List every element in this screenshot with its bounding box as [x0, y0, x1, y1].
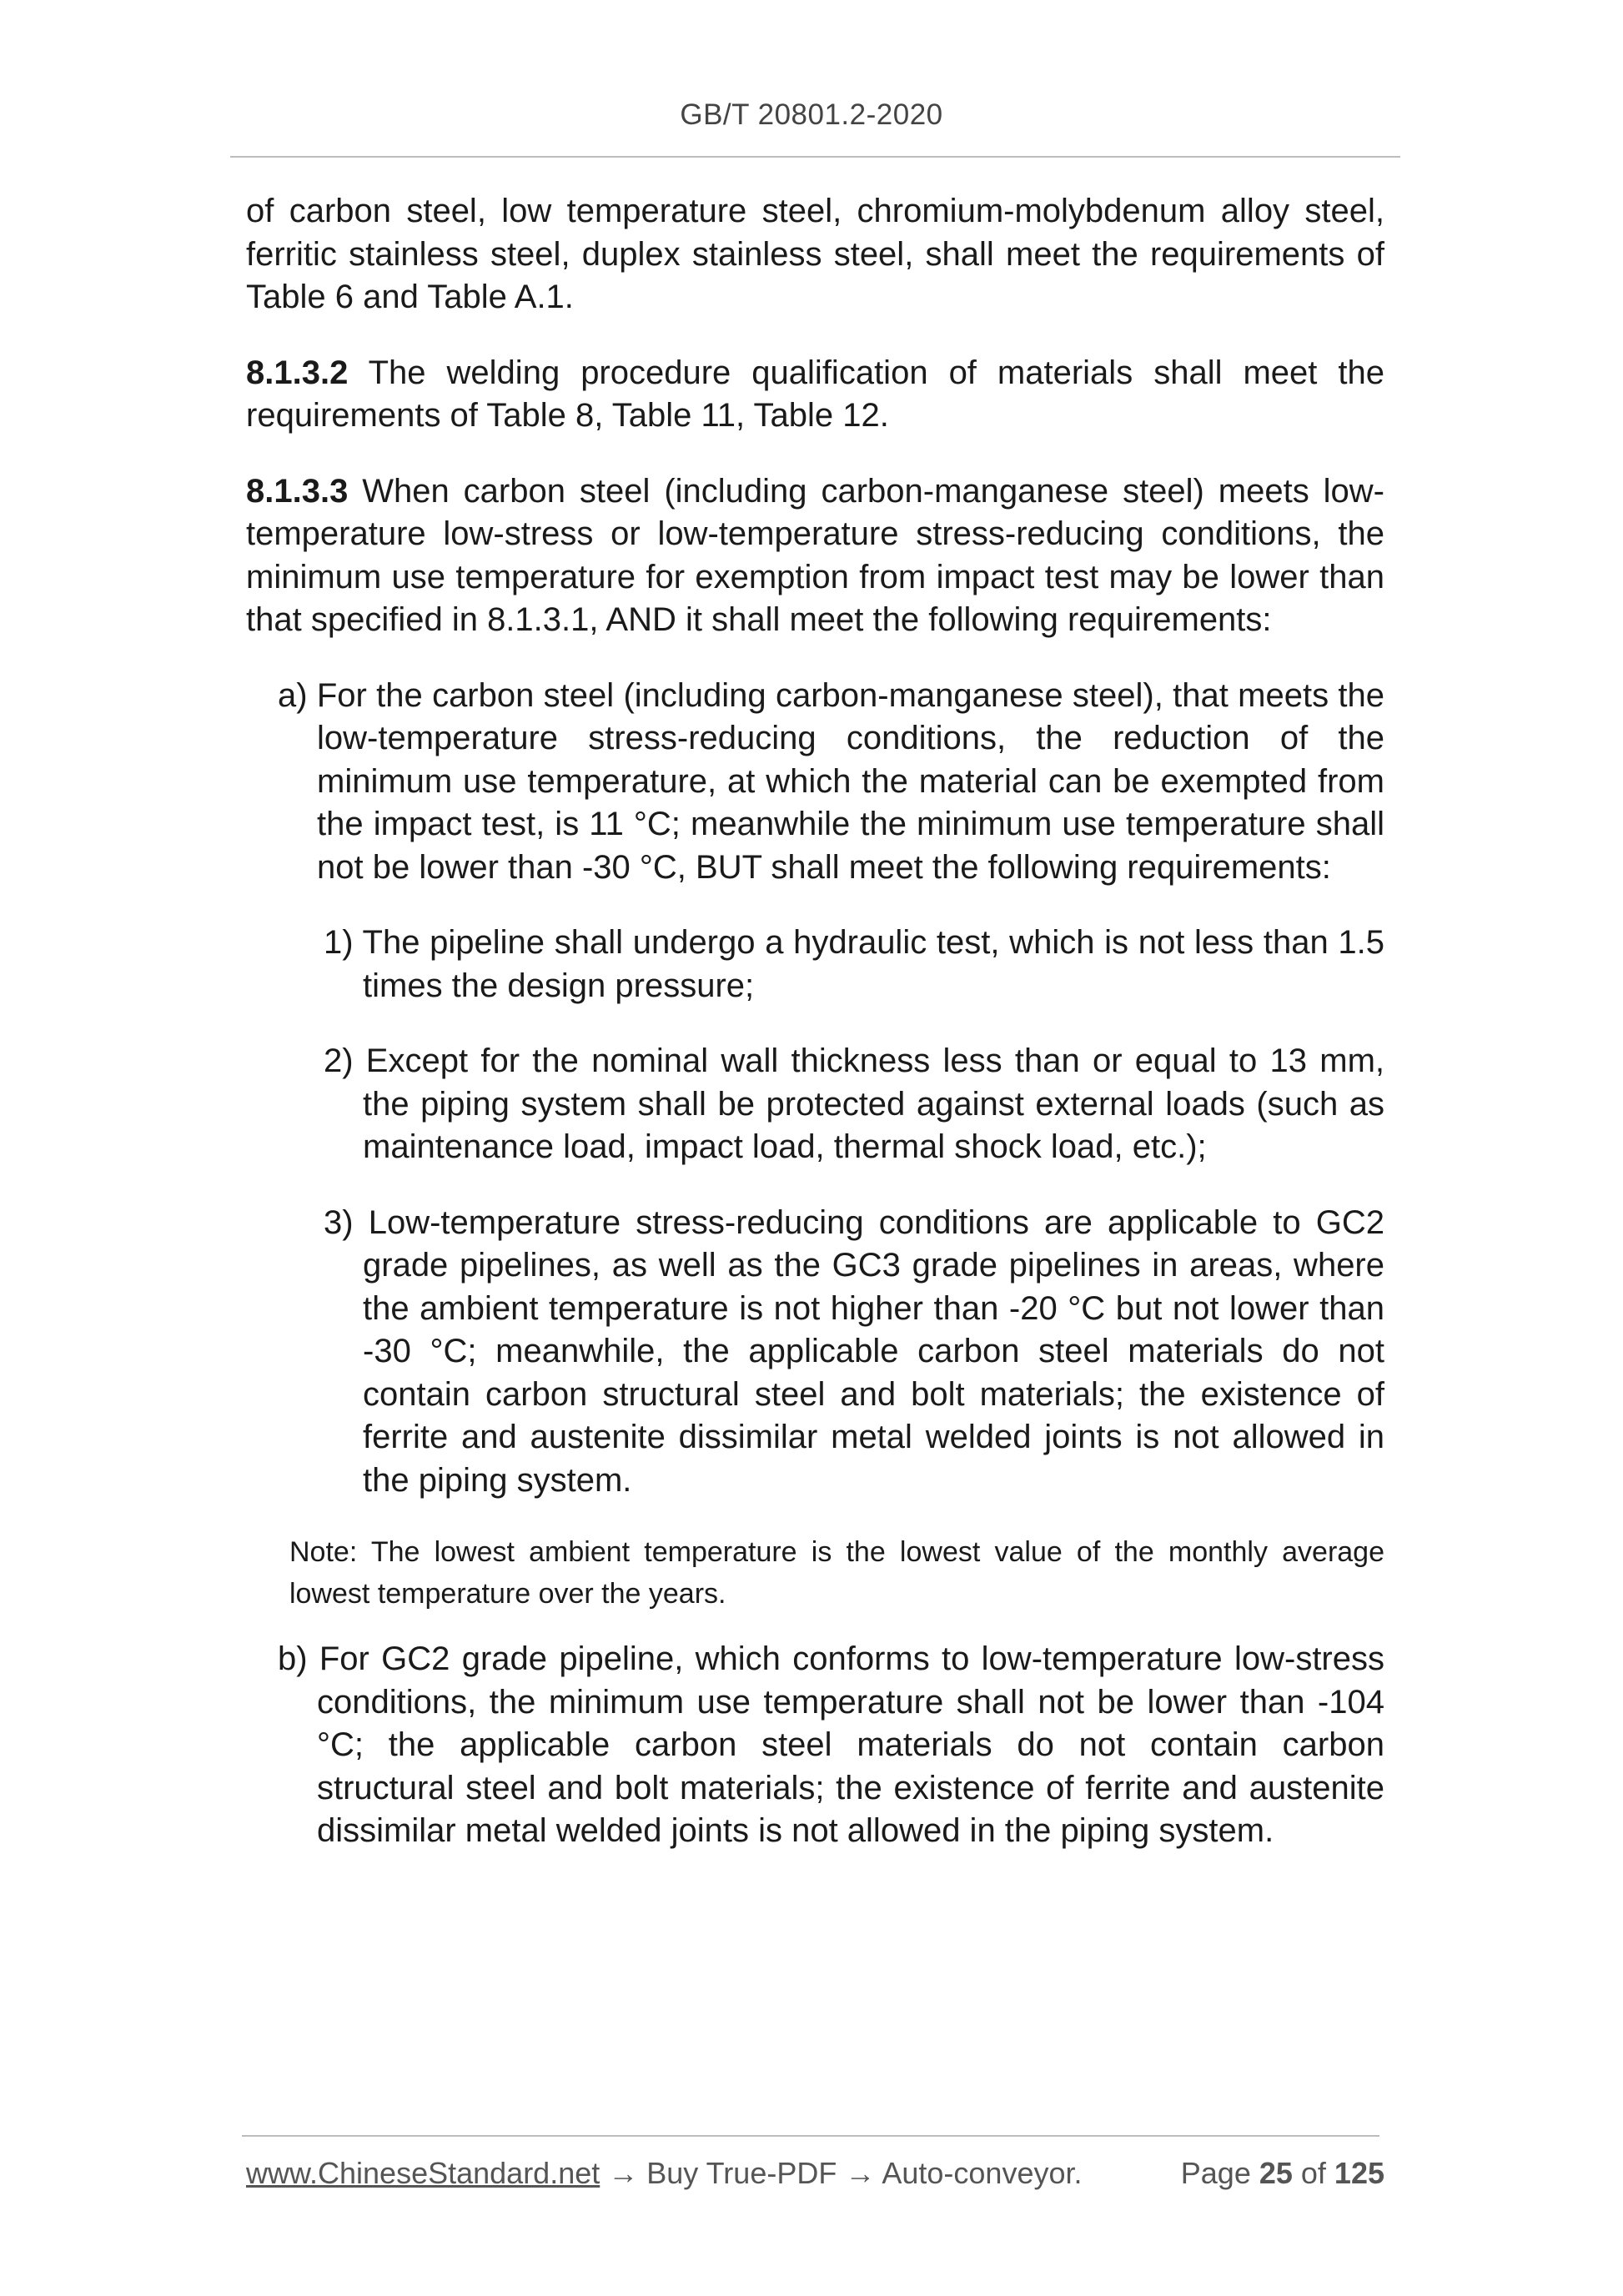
page-body [246, 190, 1384, 1886]
current-page: 25 [1259, 2156, 1293, 2190]
website-link[interactable]: www.ChineseStandard.net [246, 2156, 600, 2190]
clause-8-1-3-3 [246, 470, 1384, 642]
page-number [1181, 2156, 1384, 2191]
clause-text: The welding procedure qualification of materials shall meet the requirements of Table 8, Table 11, Table 12. [246, 354, 1384, 434]
paragraph-continuation: of carbon steel, low temperature steel, chromium-molybdenum alloy steel, ferritic stainless steel, duplex stainless steel, shall meet the requirements of Table 6 and Table A.1. [246, 193, 1384, 315]
header-divider [230, 156, 1400, 158]
clause-8-1-3-2 [246, 352, 1384, 438]
list-item-b: b) For GC2 grade pipeline, which conforms to low-temperature low-stress conditions, the minimum use temperature shall not be lower than -104 °C; the applicable carbon steel materials do not contain carbon structural steel and bolt materials; the existence of ferrite and austenite dissimilar metal welded joints is not allowed in the piping system. [278, 1640, 1384, 1849]
clause-number: 8.1.3.2 [246, 354, 349, 391]
document-code-header: GB/T 20801.2-2020 [680, 98, 943, 131]
clause-number: 8.1.3.3 [246, 472, 349, 510]
auto-conveyor-text: Auto-conveyor. [882, 2156, 1083, 2190]
clause-text: When carbon steel (including carbon-manganese steel) meets low-temperature low-stress or low-temperature stress-reducing conditions, the minimum use temperature for exemption from impact test may be lower than that specified in 8.1.3.1, AND it shall meet the following requirements: [246, 472, 1384, 638]
arrow-right-icon: → [600, 2156, 647, 2190]
buy-true-pdf-text: Buy True-PDF [646, 2156, 837, 2190]
note: Note: The lowest ambient temperature is the lowest value of the monthly average lowest temperature over the years. [289, 1536, 1384, 1610]
list-item-2: 2) Except for the nominal wall thickness less than or equal to 13 mm, the piping system shall be protected against external loads (such as maintenance load, impact load, thermal shock load, etc.); [324, 1042, 1384, 1165]
arrow-right-icon: → [837, 2156, 882, 2190]
list-item-a: a) For the carbon steel (including carbon-manganese steel), that meets the low-temperature stress-reducing conditions, the reduction of the minimum use temperature, at which the material can be exempted from the impact test, is 11 °C; meanwhile the minimum use temperature shall not be lower than -30 °C, BUT shall meet the following requirements: [278, 676, 1384, 886]
list-item-1: 1) The pipeline shall undergo a hydraulic test, which is not less than 1.5 times the design pressure; [324, 924, 1384, 1004]
total-pages: 125 [1334, 2156, 1384, 2190]
page-footer [246, 2156, 1384, 2191]
list-item-3: 3) Low-temperature stress-reducing conditions are applicable to GC2 grade pipelines, as well as the GC3 grade pipelines in areas, where the ambient temperature is not higher than -20 °C but not lower than -30 °C; meanwhile, the applicable carbon steel materials do not contain carbon structural steel and bolt materials; the existence of ferrite and austenite dissimilar metal welded joints is not allowed in the piping system. [324, 1203, 1384, 1499]
of-label: of [1292, 2156, 1334, 2190]
page-label: Page [1180, 2156, 1259, 2190]
footer-divider [242, 2135, 1379, 2137]
